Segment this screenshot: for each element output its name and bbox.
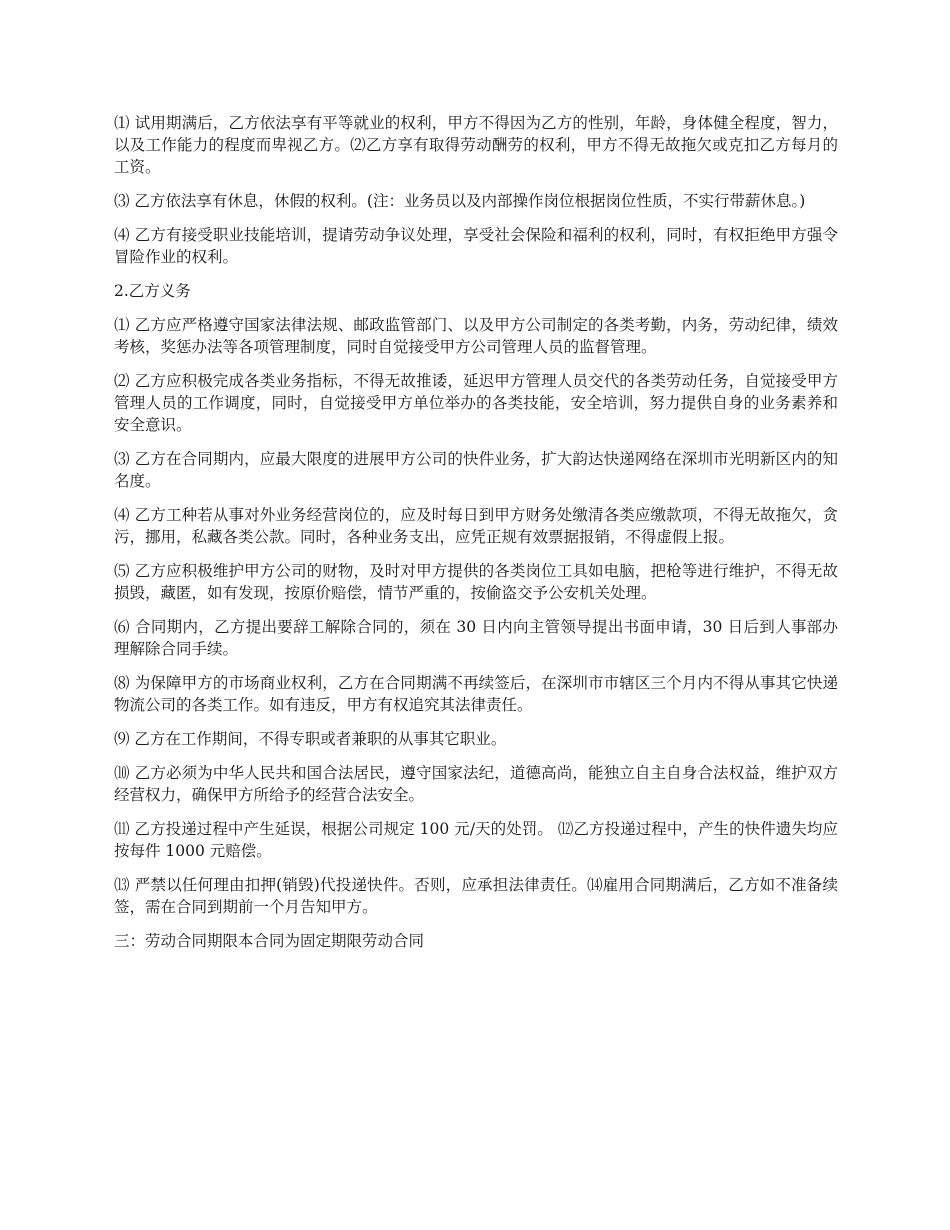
paragraph-obligation-11-12: ⑾ 乙方投递过程中产生延误，根据公司规定 100 元/天的处罚。 ⑿乙方投递过程中，产生的快件遗失均应按每件 1000 元赔偿。 bbox=[114, 820, 838, 860]
paragraph-obligation-3: ⑶ 乙方在合同期内，应最大限度的进展甲方公司的快件业务，扩大韵达快递网络在深圳市光明新区内的知名度。 bbox=[114, 450, 838, 490]
section-heading-obligations: 2.乙方义务 bbox=[114, 282, 191, 300]
paragraph-probation-rights: ⑴ 试用期满后，乙方依法享有平等就业的权利，甲方不得因为乙方的性别，年龄，身体健全程度，智力，以及工作能力的程度而卑视乙方。⑵乙方享有取得劳动酬劳的权利，甲方不得无故拖欠或克扣乙方每月的工资。 bbox=[114, 114, 838, 176]
section-heading-contract-term: 三：劳动合同期限本合同为固定期限劳动合同 bbox=[114, 932, 425, 950]
paragraph-training-rights: ⑷ 乙方有接受职业技能培训，提请劳动争议处理，享受社会保险和福利的权利，同时，有权拒绝甲方强令冒险作业的权利。 bbox=[114, 226, 838, 266]
paragraph-obligation-6: ⑹ 合同期内，乙方提出要辞工解除合同的，须在 30 日内向主管领导提出书面申请，30 日后到人事部办理解除合同手续。 bbox=[114, 618, 838, 658]
paragraph-obligation-10: ⑽ 乙方必须为中华人民共和国合法居民，遵守国家法纪，道德高尚，能独立自主自身合法权益，维护双方经营权力，确保甲方所给予的经营合法安全。 bbox=[114, 764, 838, 804]
paragraph-obligation-9: ⑼ 乙方在工作期间，不得专职或者兼职的从事其它职业。 bbox=[114, 730, 507, 748]
paragraph-rest-rights: ⑶ 乙方依法享有休息，休假的权利。(注：业务员以及内部操作岗位根据岗位性质，不实行带薪休息。) bbox=[114, 192, 806, 210]
paragraph-obligation-2: ⑵ 乙方应积极完成各类业务指标，不得无故推诿，延迟甲方管理人员交代的各类劳动任务，自觉接受甲方管理人员的工作调度，同时，自觉接受甲方单位举办的各类技能，安全培训，努力提供自身的业务素养和安全意识。 bbox=[114, 372, 838, 434]
paragraph-obligation-8: ⑻ 为保障甲方的市场商业权利，乙方在合同期满不再续签后，在深圳市市辖区三个月内不得从事其它快递物流公司的各类工作。如有违反，甲方有权追究其法律责任。 bbox=[114, 674, 838, 714]
paragraph-obligation-1: ⑴ 乙方应严格遵守国家法律法规、邮政监管部门、以及甲方公司制定的各类考勤，内务，劳动纪律，绩效考核，奖惩办法等各项管理制度，同时自觉接受甲方公司管理人员的监督管理。 bbox=[114, 316, 838, 356]
paragraph-obligation-4: ⑷ 乙方工种若从事对外业务经营岗位的，应及时每日到甲方财务处缴清各类应缴款项，不得无故拖欠，贪污，挪用，私藏各类公款。同时，各种业务支出，应凭正规有效票据报销，不得虚假上报。 bbox=[114, 506, 838, 546]
paragraph-obligation-5: ⑸ 乙方应积极维护甲方公司的财物，及时对甲方提供的各类岗位工具如电脑，把枪等进行维护，不得无故损毁，藏匿，如有发现，按原价赔偿，情节严重的，按偷盗交予公安机关处理。 bbox=[114, 562, 838, 602]
paragraph-obligation-13-14: ⒀ 严禁以任何理由扣押(销毁)代投递快件。否则，应承担法律责任。⒁雇用合同期满后，乙方如不准备续签，需在合同到期前一个月告知甲方。 bbox=[114, 876, 838, 916]
document-body bbox=[114, 112, 838, 964]
